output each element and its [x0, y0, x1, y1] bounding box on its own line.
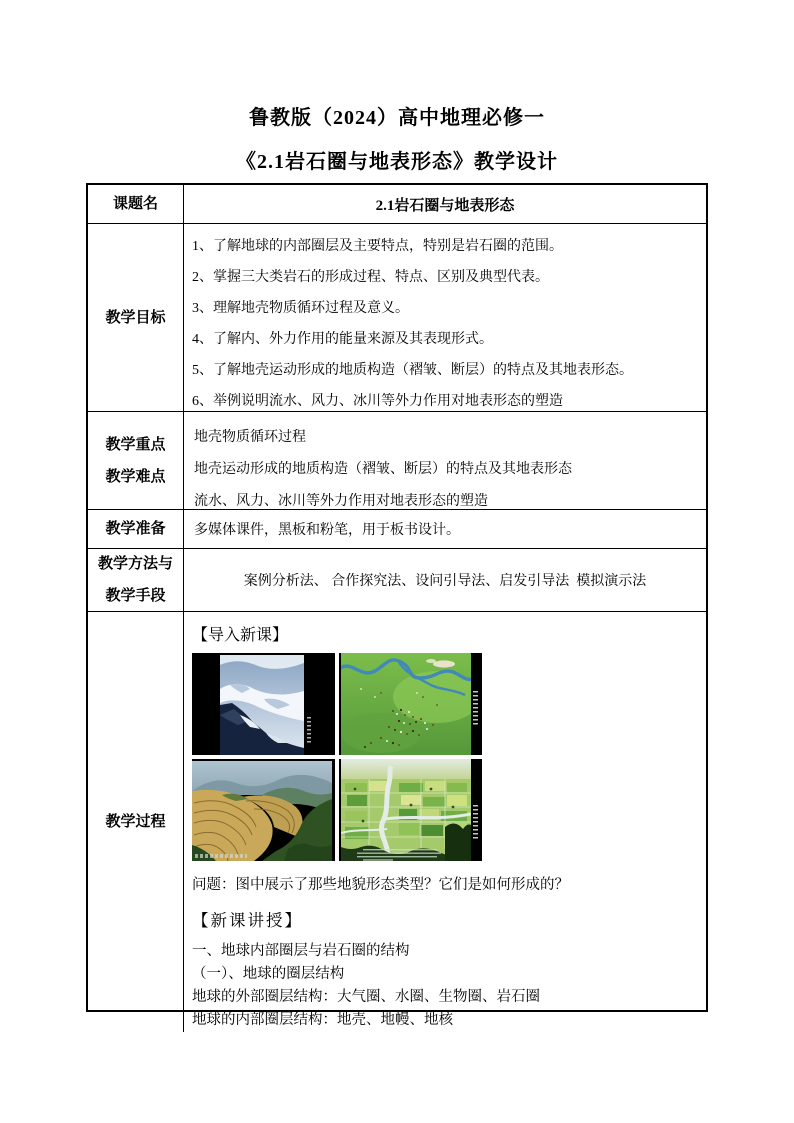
outline-line: 地球的内部圈层结构：地壳、地幔、地核 — [192, 1012, 453, 1028]
label-key-points — [88, 412, 184, 510]
methods-cell: 案例分析法、 合作探究法、设问引导法、启发引导法 模拟演示法 — [184, 549, 706, 612]
label-preparation-text: 教学准备 — [105, 521, 166, 537]
label-process — [88, 612, 184, 1032]
document-title: 鲁教版（2024）高中地理必修一 — [249, 107, 545, 129]
key-point-item: 地壳运动形成的地质构造（褶皱、断层）的特点及其地表形态 — [194, 462, 572, 477]
label-key-points-line2: 教学难点 — [105, 468, 166, 485]
document-subtitle: 《2.1岩石圈与地表形态》教学设计 — [236, 151, 558, 173]
photo-vertical-caption — [473, 691, 478, 727]
outline-line: 地球的外部圈层结构：大气圈、水圈、生物圈、岩石圈 — [192, 989, 540, 1005]
label-goals-text: 教学目标 — [105, 309, 166, 326]
farmland-image — [341, 759, 471, 861]
key-point-item: 地壳物质循环过程 — [194, 430, 306, 445]
grassland-image — [341, 653, 471, 755]
label-preparation — [88, 510, 184, 549]
terraces-image — [192, 761, 332, 861]
photo-vertical-caption — [307, 717, 311, 743]
lecture-outline — [192, 940, 698, 1032]
key-point-item: 流水、风力、冰川等外力作用对地表形态的塑造 — [194, 494, 488, 509]
goal-item: 1、了解地球的内部圈层及主要特点，特别是岩石圈的范围。 — [192, 239, 563, 254]
label-methods — [88, 549, 184, 612]
process-cell — [184, 612, 706, 1032]
goal-item: 4、了解内、外力作用的能量来源及其表现形式。 — [192, 332, 493, 347]
outline-line: 一、地球内部圈层与岩石圈的结构 — [192, 943, 410, 959]
label-topic — [88, 185, 184, 224]
goal-item: 3、理解地壳物质循环过程及意义。 — [192, 301, 409, 316]
lecture-section-header: 【新课讲授】 — [192, 911, 303, 930]
snow-mountain-aerial-photo — [192, 653, 335, 755]
landform-photo-collage — [192, 653, 482, 861]
label-methods-line1: 教学方法与 — [97, 556, 173, 572]
lesson-plan-table — [86, 183, 708, 1028]
outline-line: （一）、地球的圈层结构 — [192, 966, 345, 982]
preparation-cell: 多媒体课件，黑板和粉笔，用于板书设计。 — [184, 510, 706, 549]
intro-question: 问题：图中展示了那些地貌形态类型？它们是如何形成的？ — [192, 877, 569, 893]
intro-section-header: 【导入新课】 — [192, 627, 289, 644]
snow-mountain-image — [220, 655, 304, 755]
key-points-cell — [184, 412, 706, 510]
photo-bottom-caption — [195, 854, 247, 858]
goal-item: 6、举例说明流水、风力、冰川等外力作用对地表形态的塑造 — [192, 394, 563, 409]
goals-cell — [184, 224, 706, 412]
goal-item: 2、掌握三大类岩石的形成过程、特点、区别及典型代表。 — [192, 270, 549, 285]
label-goals — [88, 224, 184, 412]
topic-value: 2.1岩石圈与地表形态 — [184, 185, 706, 224]
label-topic-text: 课题名 — [112, 196, 158, 212]
grassland-river-herds-photo — [339, 653, 482, 755]
label-key-points-line1: 教学重点 — [105, 436, 166, 453]
farmland-plain-river-photo — [339, 759, 482, 861]
label-process-text: 教学过程 — [105, 814, 166, 830]
photo-vertical-caption — [473, 805, 478, 841]
terraced-fields-photo — [192, 759, 335, 861]
goal-item: 5、了解地壳运动形成的地质构造（褶皱、断层）的特点及其地表形态。 — [192, 363, 633, 378]
label-methods-line2: 教学手段 — [105, 588, 166, 604]
